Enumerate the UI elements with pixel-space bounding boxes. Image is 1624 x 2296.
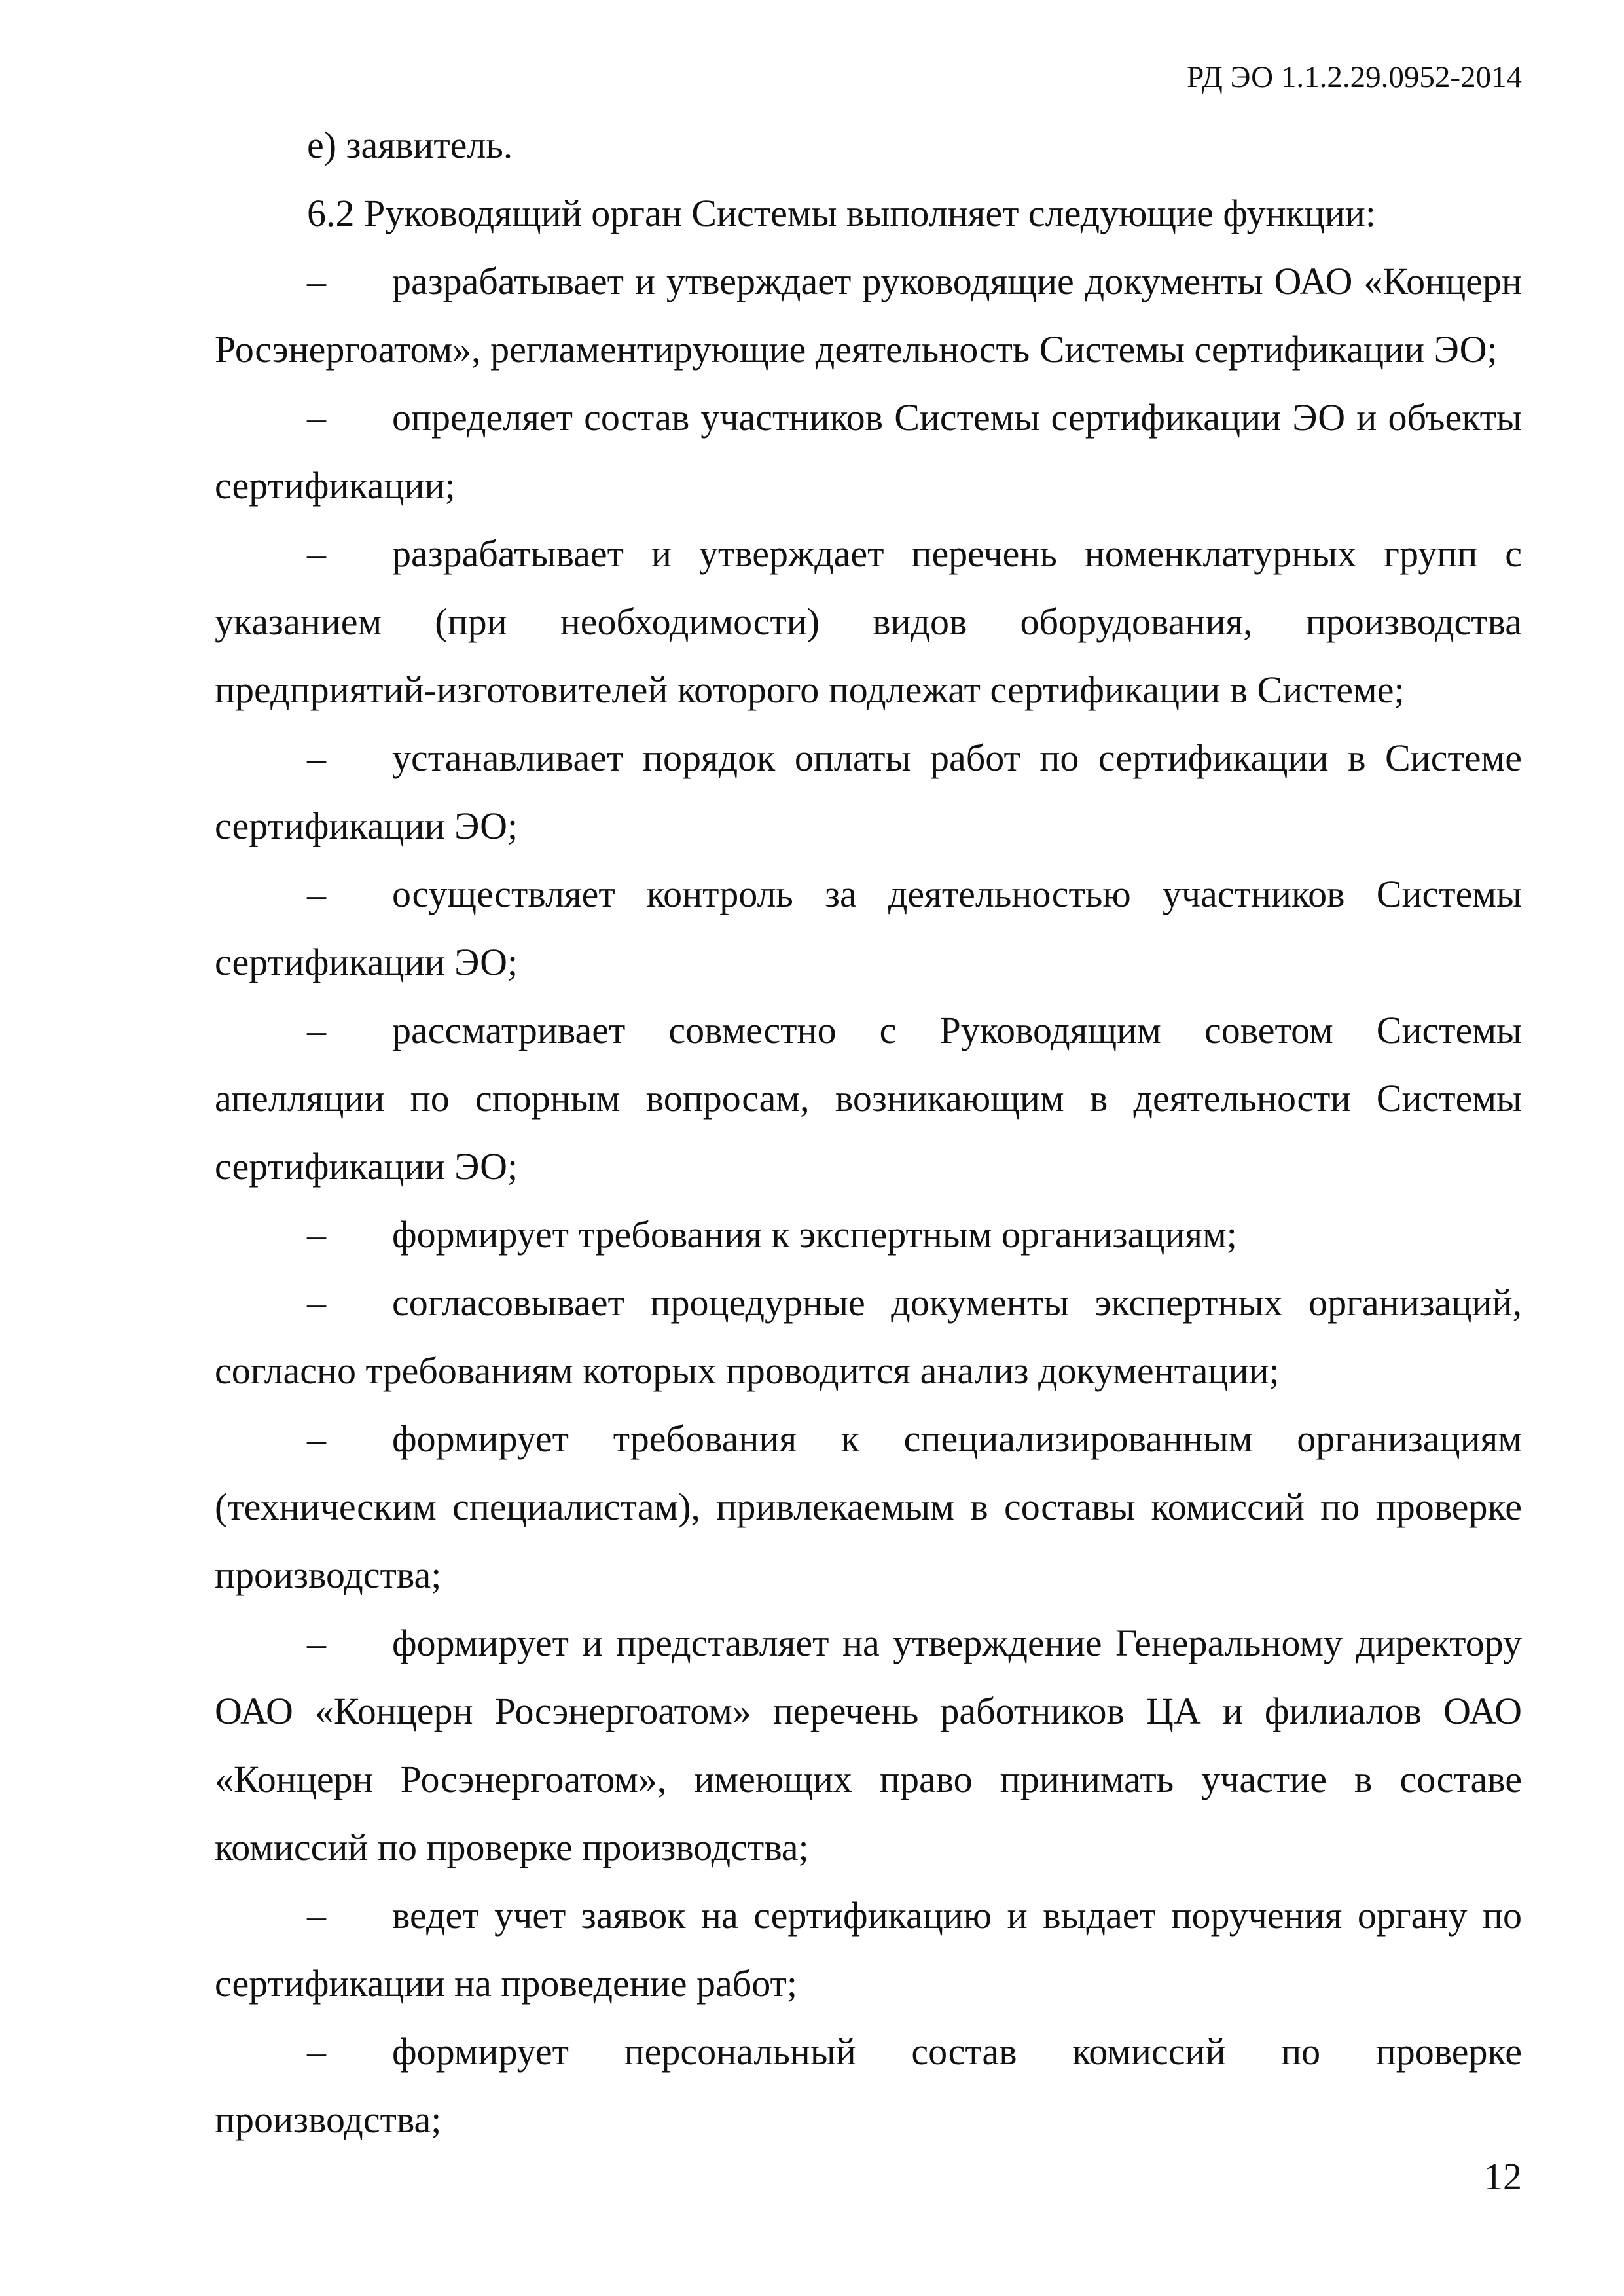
section-6-2-heading: 6.2 Руководящий орган Системы выполняет следующие функции: [307,192,1376,234]
dash-bullet: – [307,260,326,302]
dash-bullet: – [307,532,326,575]
function-text: осуществляет контроль за деятельностью участников Системы сертификации ЭО; [215,873,1522,983]
function-text: рассматривает совместно с Руководящим советом Системы апелляции по спорным вопросам, возникающим в деятельности Системы сертификации ЭО; [215,1009,1522,1188]
function-text: разрабатывает и утверждает перечень номенклатурных групп с указанием (при необходимости) видов оборудования, производства предприятий-изготовителей которого подлежат сертификации в Системе; [215,532,1522,711]
function-item [215,1405,1522,1609]
function-text: разрабатывает и утверждает руководящие документы ОАО «Концерн Росэнергоатом», регламентирующие деятельность Системы сертификации ЭО; [215,260,1522,371]
function-text: формирует персональный состав комиссий по проверке производства; [215,2030,1522,2141]
dash-bullet: – [307,1894,326,1937]
function-item [215,2018,1522,2154]
dash-bullet: – [307,1622,326,1664]
function-item [215,1882,1522,2018]
function-text: формирует требования к специализированным организациям (техническим специалистам), привлекаемым в составы комиссий по проверке производства; [215,1417,1522,1596]
function-item [215,1609,1522,1882]
page-number: 12 [1484,2155,1522,2198]
function-item [215,247,1522,384]
dash-bullet: – [307,1417,326,1460]
function-text: определяет состав участников Системы сертификации ЭО и объекты сертификации; [215,396,1522,507]
function-text: формирует и представляет на утверждение Генеральному директору ОАО «Концерн Росэнергоатом» перечень работников ЦА и филиалов ОАО «Концерн Росэнергоатом», имеющих право принимать участие в составе комиссий по проверке производства; [215,1622,1522,1868]
dash-bullet: – [307,737,326,779]
dash-bullet: – [307,2030,326,2073]
function-text: формирует требования к экспертным организациям; [392,1213,1237,1256]
dash-bullet: – [307,1281,326,1324]
function-item [215,384,1522,520]
dash-bullet: – [307,396,326,439]
dash-bullet: – [307,1213,326,1256]
list-item-e: е) заявитель. [307,124,513,166]
function-text: ведет учет заявок на сертификацию и выдает поручения органу по сертификации на проведение работ; [215,1894,1522,2005]
document-body [215,111,1522,2154]
dash-bullet: – [307,873,326,915]
dash-bullet: – [307,1009,326,1051]
function-item [215,520,1522,724]
function-item [215,860,1522,996]
function-item [215,1201,1522,1269]
document-code-header: РД ЭО 1.1.2.29.0952-2014 [1187,60,1522,94]
function-item [215,996,1522,1201]
function-text: согласовывает процедурные документы экспертных организаций, согласно требованиям которых проводится анализ документации; [215,1281,1522,1392]
function-item [215,724,1522,860]
function-item [215,1269,1522,1405]
function-text: устанавливает порядок оплаты работ по сертификации в Системе сертификации ЭО; [215,737,1522,847]
